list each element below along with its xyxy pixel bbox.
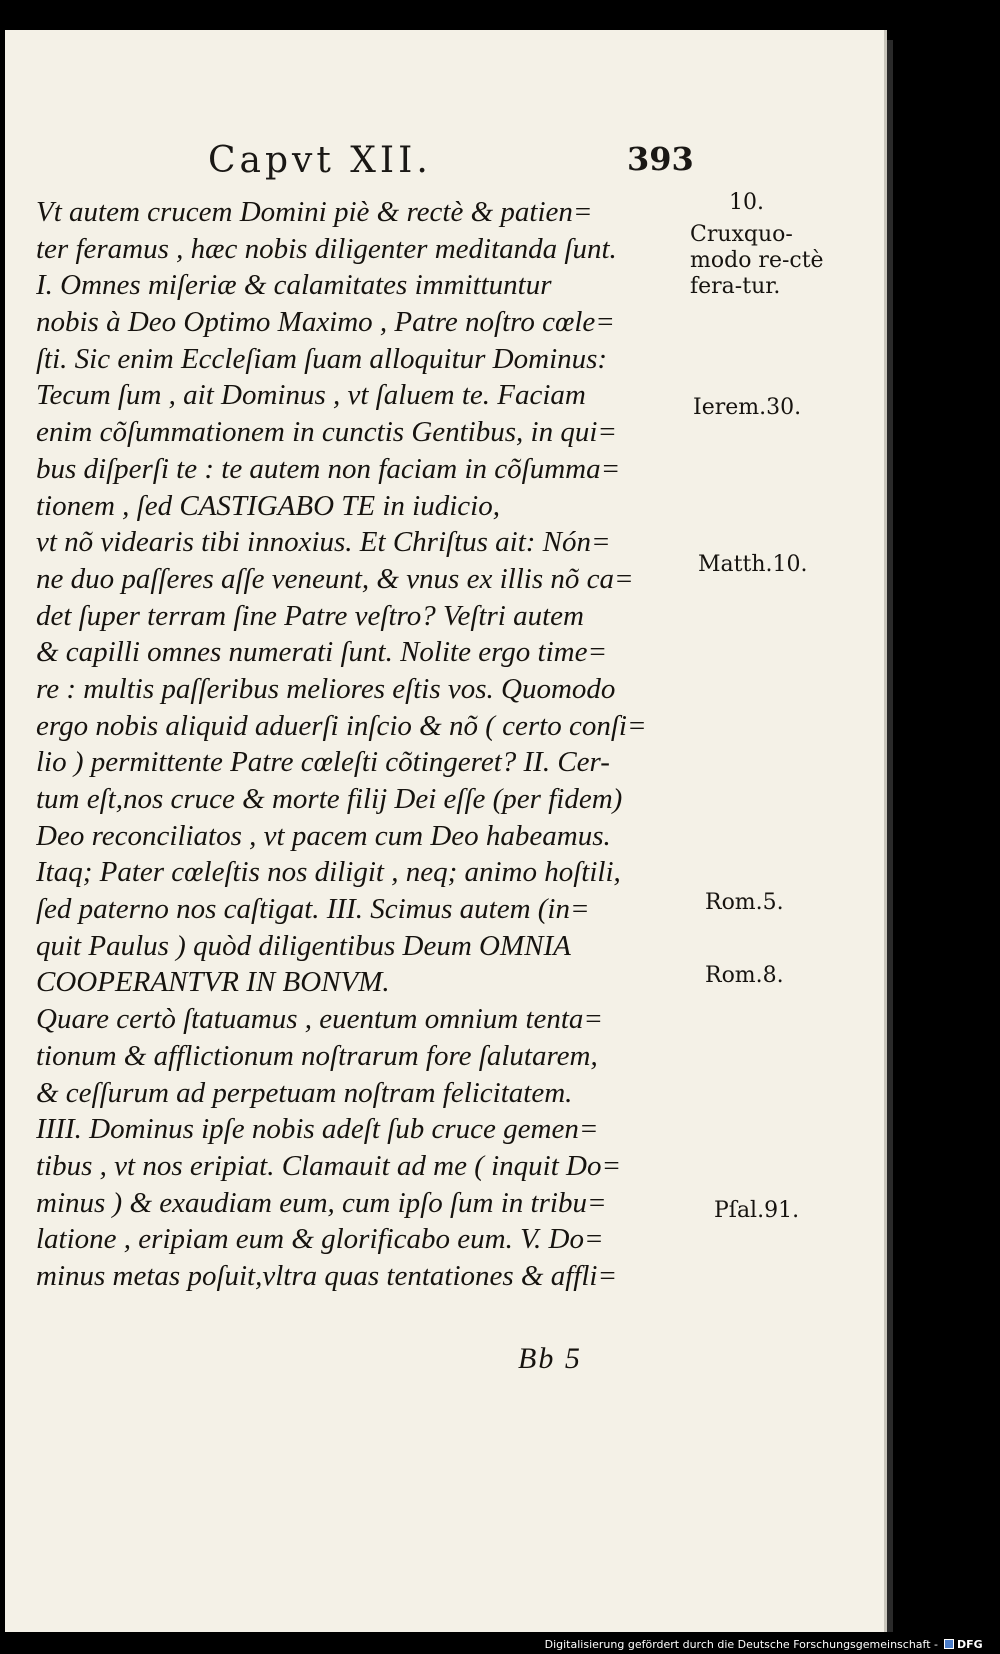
text-line: Vt autem crucem Domini piè & rectè & patien= [36, 196, 593, 228]
sidenote-rom8: Rom.8. [705, 963, 784, 988]
text-line: tum eſt,nos cruce & morte filij Dei eſſe (per fidem) [36, 783, 623, 815]
text-line: ſti. Sic enim Eccleſiam ſuam alloquitur Dominus: [36, 342, 608, 375]
sidenote-psal: Pſal.91. [714, 1198, 800, 1223]
text-line: lio ) permittente Patre cœleſti cõtingeret? II. Cer- [36, 746, 610, 779]
footer-bar [0, 1632, 1000, 1654]
book-page [5, 30, 887, 1648]
text-line: ter feramus , hæc nobis diligenter meditanda ſunt. [36, 232, 617, 265]
text-line: enim cõſummationem in cunctis Gentibus, in qui= [36, 416, 617, 449]
text-line: ergo nobis aliquid aduerſi inſcio & nõ ( certo conſi= [36, 709, 647, 742]
text-line: Itaq; Pater cœleſtis nos diligit , neq; animo hoſtili, [36, 856, 621, 889]
text-line: minus ) & exaudiam eum, cum ipſo ſum in tribu= [36, 1186, 607, 1219]
text-line: vt nõ videaris tibi innoxius. Et Chriſtus ait: Nón= [36, 526, 611, 559]
text-line: ne duo paſſeres aſſe veneunt, & vnus ex illis nõ ca= [36, 562, 634, 595]
margin-notes [5, 30, 887, 1648]
text-line: COOPERANTVR IN BONVM. [36, 966, 390, 999]
text-line: quit Paulus ) quòd diligentibus Deum OMNIA [36, 929, 571, 962]
page-number: 393 [627, 140, 694, 178]
text-line: Quare certò ſtatuamus , euentum omnium tenta= [36, 1003, 604, 1036]
running-head: Capvt XII. [208, 140, 432, 181]
text-line: minus metas poſuit,vltra quas tentationes & affli= [36, 1259, 618, 1292]
sidenote-rom5: Rom.5. [705, 890, 784, 915]
text-line: det ſuper terram ſine Patre veſtro? Veſtri autem [36, 599, 584, 632]
sidenote-ierem: Ierem.30. [693, 395, 802, 420]
text-line: IIII. Dominus ipſe nobis adeſt ſub cruce gemen= [36, 1113, 599, 1146]
sidenote-matth: Matth.10. [698, 552, 808, 577]
text-line: Tecum ſum , ait Dominus , vt ſaluem te. Faciam [36, 379, 586, 412]
sidenote-crux: Cruxquo-modo re-ctè fera-tur. [690, 222, 824, 299]
text-line: tionum & afflictionum noſtrarum fore ſalutarem, [36, 1039, 598, 1072]
page-edge [887, 40, 893, 1640]
text-line: re : multis paſſeribus meliores eſtis vos. Quomodo [36, 672, 616, 705]
text-line: nobis à Deo Optimo Maximo , Patre noſtro cœle= [36, 306, 615, 339]
dfg-logo-icon [944, 1639, 954, 1649]
text-line: latione , eripiam eum & glorificabo eum. V. Do= [36, 1223, 604, 1256]
text-line: bus diſperſi te : te autem non faciam in cõſumma= [36, 452, 621, 485]
text-line: I. Omnes miſeriæ & calamitates immittuntur [36, 269, 552, 302]
dfg-logo-text: DFG [957, 1637, 983, 1651]
sidenote-number: 10. [729, 190, 764, 215]
text-line: ſed paterno nos caſtigat. III. Scimus autem (in= [36, 893, 590, 926]
text-line: tibus , vt nos eripiat. Clamauit ad me ( inquit Do= [36, 1149, 622, 1182]
text-line: & capilli omnes numerati ſunt. Nolite ergo time= [36, 636, 608, 669]
text-line: & ceſſurum ad perpetuam noſtram felicitatem. [36, 1076, 573, 1109]
signature-mark: Bb 5 [518, 1342, 582, 1375]
dfg-logo [944, 1637, 994, 1651]
text-line: tionem , ſed CASTIGABO TE in iudicio, [36, 489, 500, 522]
text-line: Deo reconciliatos , vt pacem cum Deo habeamus. [36, 819, 611, 852]
footer-credit: Digitalisierung gefördert durch die Deutsche Forschungsgemeinschaft - [544, 1638, 938, 1651]
